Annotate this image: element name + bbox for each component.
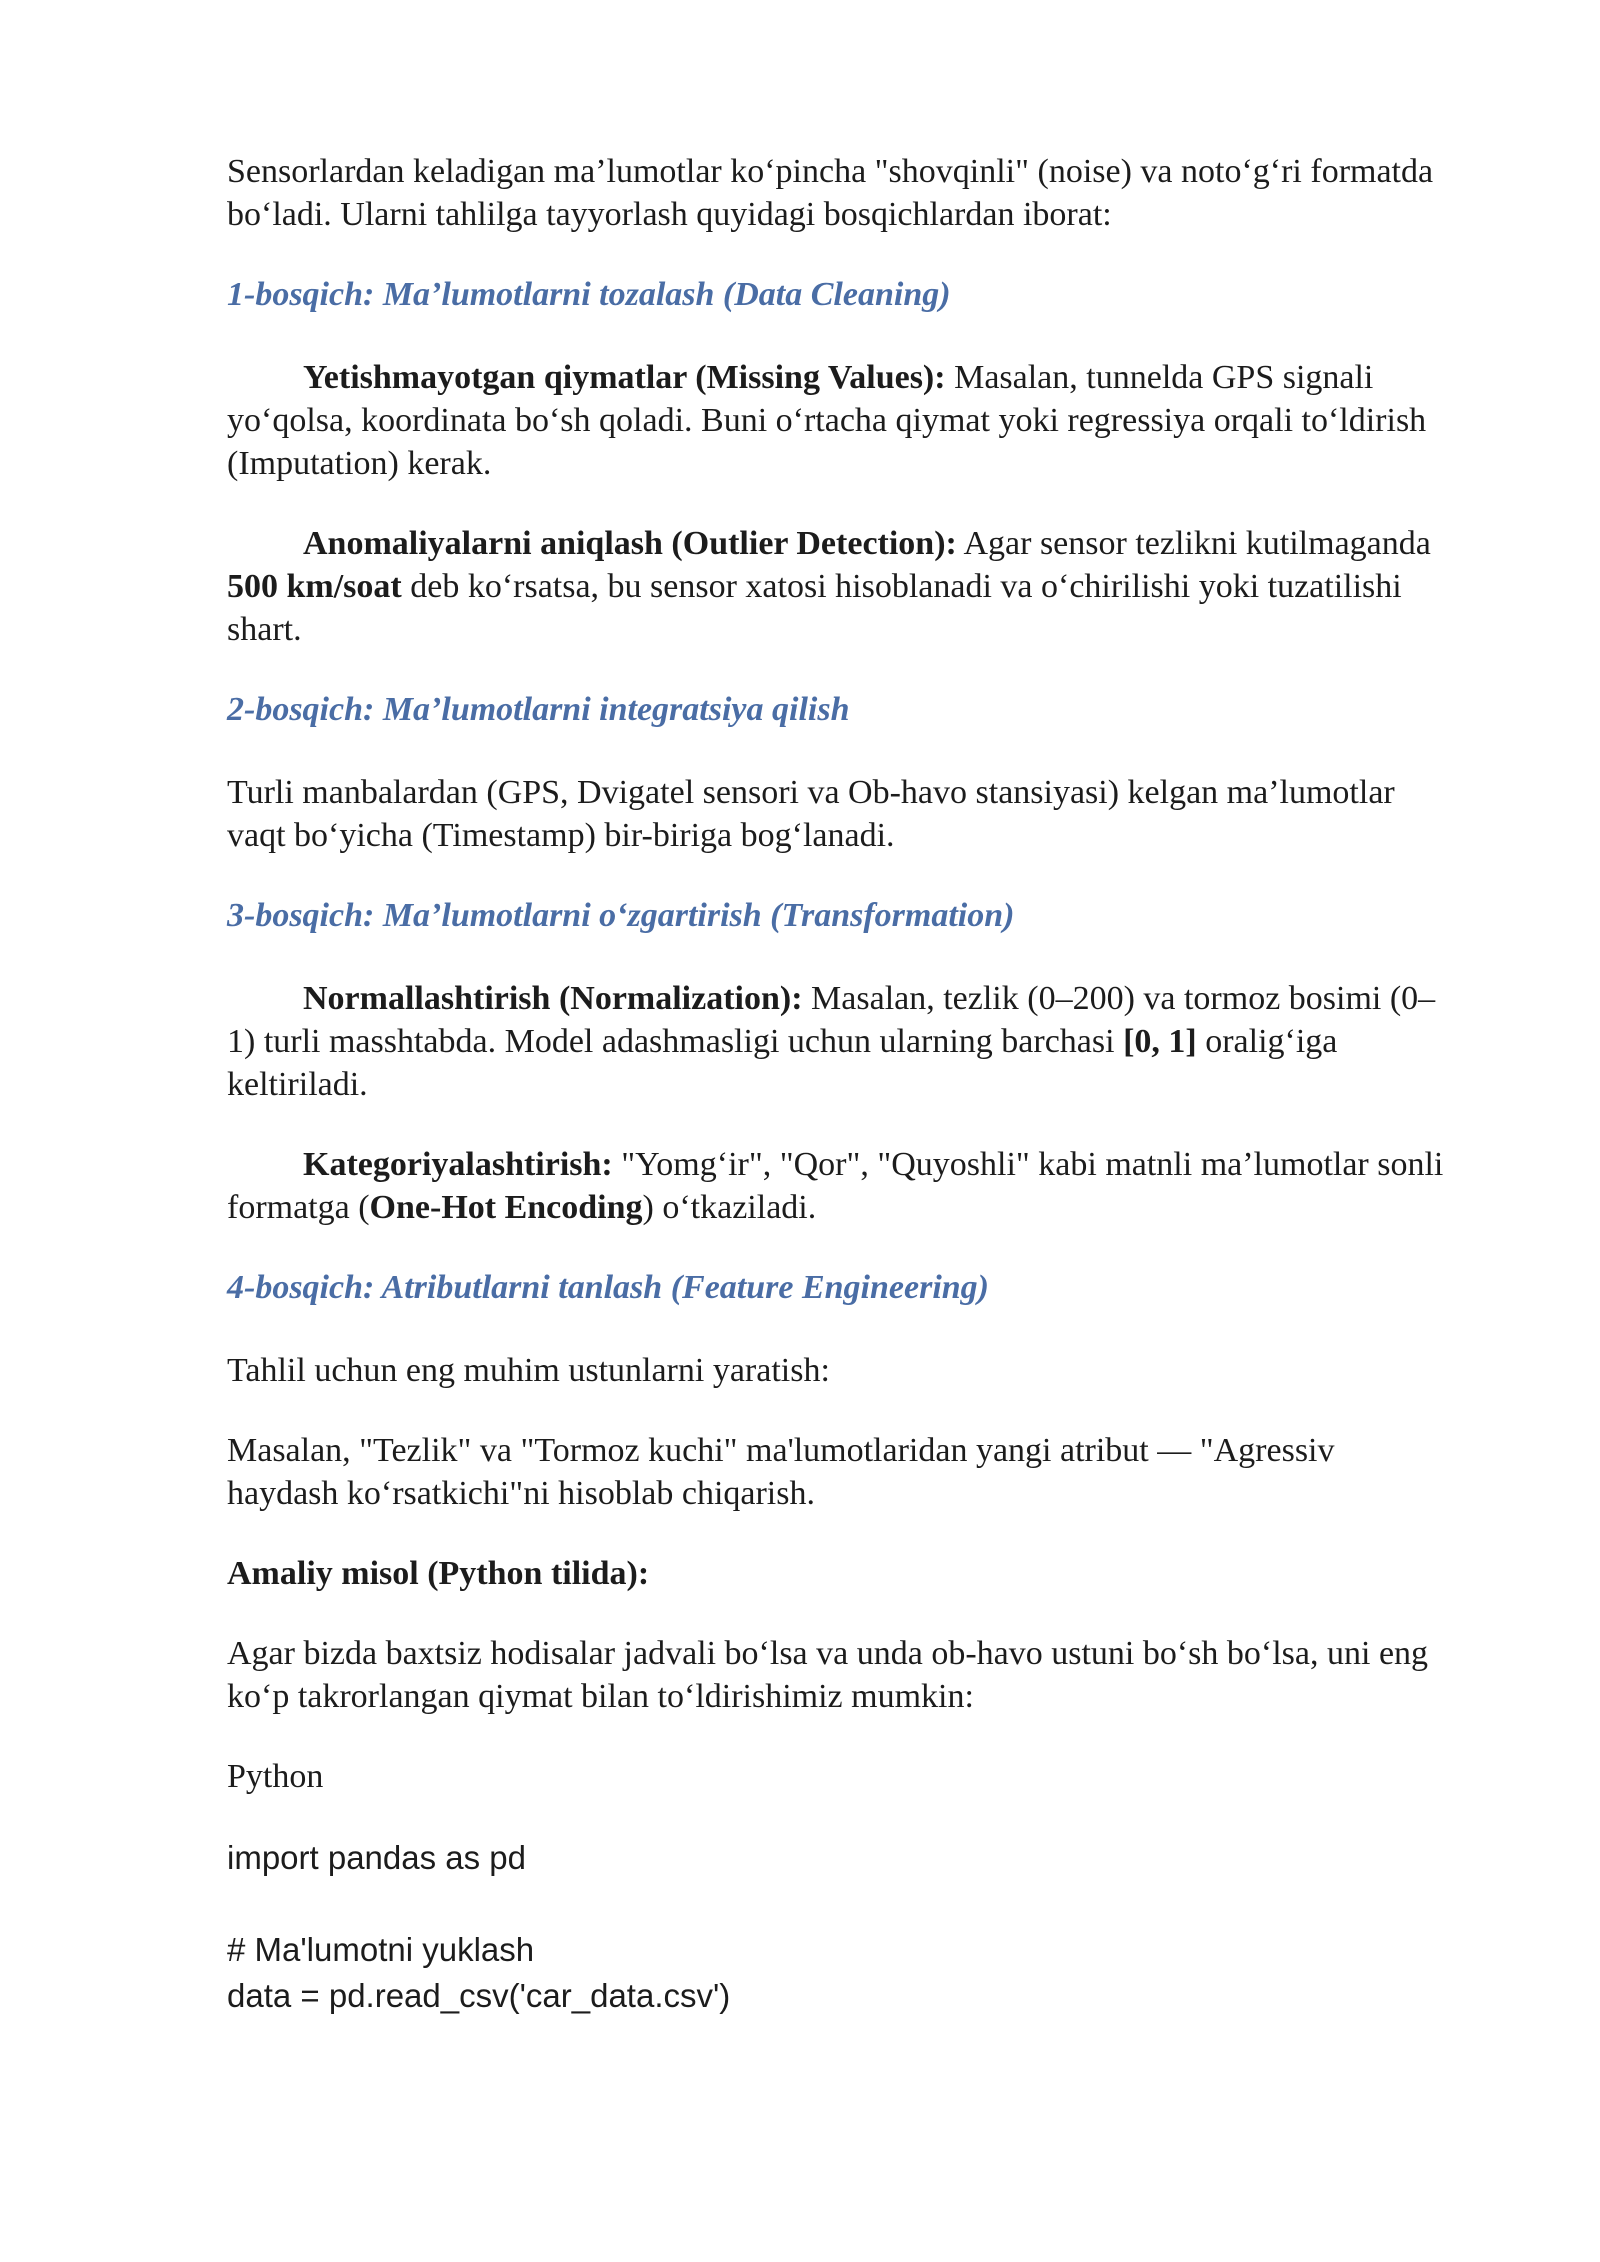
code-block	[227, 1835, 1450, 2019]
step3-heading: 3-bosqich: Ma’lumotlarni o‘zgartirish (Transformation)	[227, 897, 1015, 934]
feature-intro-paragraph: Tahlil uchun eng muhim ustunlarni yaratish:	[227, 1352, 830, 1389]
categorization-text-after: ) o‘tkaziladi.	[642, 1189, 817, 1226]
example-heading-text: Amaliy misol (Python tilida):	[227, 1555, 650, 1592]
categorization-paragraph	[227, 1143, 1450, 1229]
step4-heading: 4-bosqich: Atributlarni tanlash (Feature Engineering)	[227, 1269, 989, 1306]
code-line-comment: # Ma'lumotni yuklash	[227, 1931, 535, 1968]
outlier-text-before: Agar sensor tezlikni kutilmaganda	[956, 525, 1431, 562]
intro-paragraph: Sensorlardan keladigan ma’lumotlar ko‘pincha "shovqinli" (noise) va noto‘g‘ri formatda bo‘ladi. Ularni tahlilga tayyorlash quyidagi bosqichlardan iborat:	[227, 153, 1434, 233]
missing-values-text: Masalan, tunnelda GPS signali yo‘qolsa, koordinata bo‘sh qoladi. Buni o‘rtacha qiymat yoki regressiya orqali to‘ldirish (Imputation) kerak.	[227, 359, 1427, 482]
code-line-import: import pandas as pd	[227, 1839, 527, 1876]
normalization-paragraph	[227, 977, 1450, 1106]
code-language-label: Python	[227, 1758, 324, 1795]
code-line-read-csv: data = pd.read_csv('car_data.csv')	[227, 1977, 731, 2014]
integration-paragraph: Turli manbalardan (GPS, Dvigatel sensori va Ob-havo stansiyasi) kelgan ma’lumotlar vaqt bo‘yicha (Timestamp) bir-biriga bog‘lanadi.	[227, 774, 1395, 854]
one-hot-encoding-term: One-Hot Encoding	[369, 1189, 643, 1226]
step1-heading: 1-bosqich: Ma’lumotlarni tozalash (Data Cleaning)	[227, 276, 951, 313]
feature-example-paragraph: Masalan, "Tezlik" va "Tormoz kuchi" ma'lumotlaridan yangi atribut — "Agressiv haydash ko‘rsatkichi"ni hisoblab chiqarish.	[227, 1432, 1335, 1512]
example-heading	[227, 1552, 1450, 1595]
outlier-text-after: deb ko‘rsatsa, bu sensor xatosi hisoblanadi va o‘chirilishi yoki tuzatilishi shart.	[227, 568, 1402, 648]
step2-heading: 2-bosqich: Ma’lumotlarni integratsiya qilish	[227, 691, 850, 728]
normalization-text-before: Masalan, tezlik (0–200) va tormoz bosimi (0–1) turli masshtabda. Model adashmasligi uchun ularning barchasi	[227, 980, 1436, 1060]
categorization-text-before: "Yomg‘ir", "Qor", "Quyoshli" kabi matnli ma’lumotlar sonli formatga (	[227, 1146, 1444, 1226]
code-blank-line	[227, 1881, 1450, 1927]
example-paragraph: Agar bizda baxtsiz hodisalar jadvali bo‘lsa va unda ob-havo ustuni bo‘sh bo‘lsa, uni eng ko‘p takrorlangan qiymat bilan to‘ldirishimiz mumkin:	[227, 1635, 1429, 1715]
missing-values-label: Yetishmayotgan qiymatlar (Missing Values):	[303, 359, 946, 396]
missing-values-paragraph	[227, 356, 1450, 485]
outlier-value: 500 km/soat	[227, 568, 402, 605]
outlier-paragraph	[227, 522, 1450, 651]
outlier-label: Anomaliyalarni aniqlash (Outlier Detection):	[303, 525, 957, 562]
normalization-range: [0, 1]	[1123, 1023, 1197, 1060]
normalization-text-after: oralig‘iga keltiriladi.	[227, 1023, 1338, 1103]
normalization-label: Normallashtirish (Normalization):	[303, 980, 803, 1017]
categorization-label: Kategoriyalashtirish:	[303, 1146, 613, 1183]
